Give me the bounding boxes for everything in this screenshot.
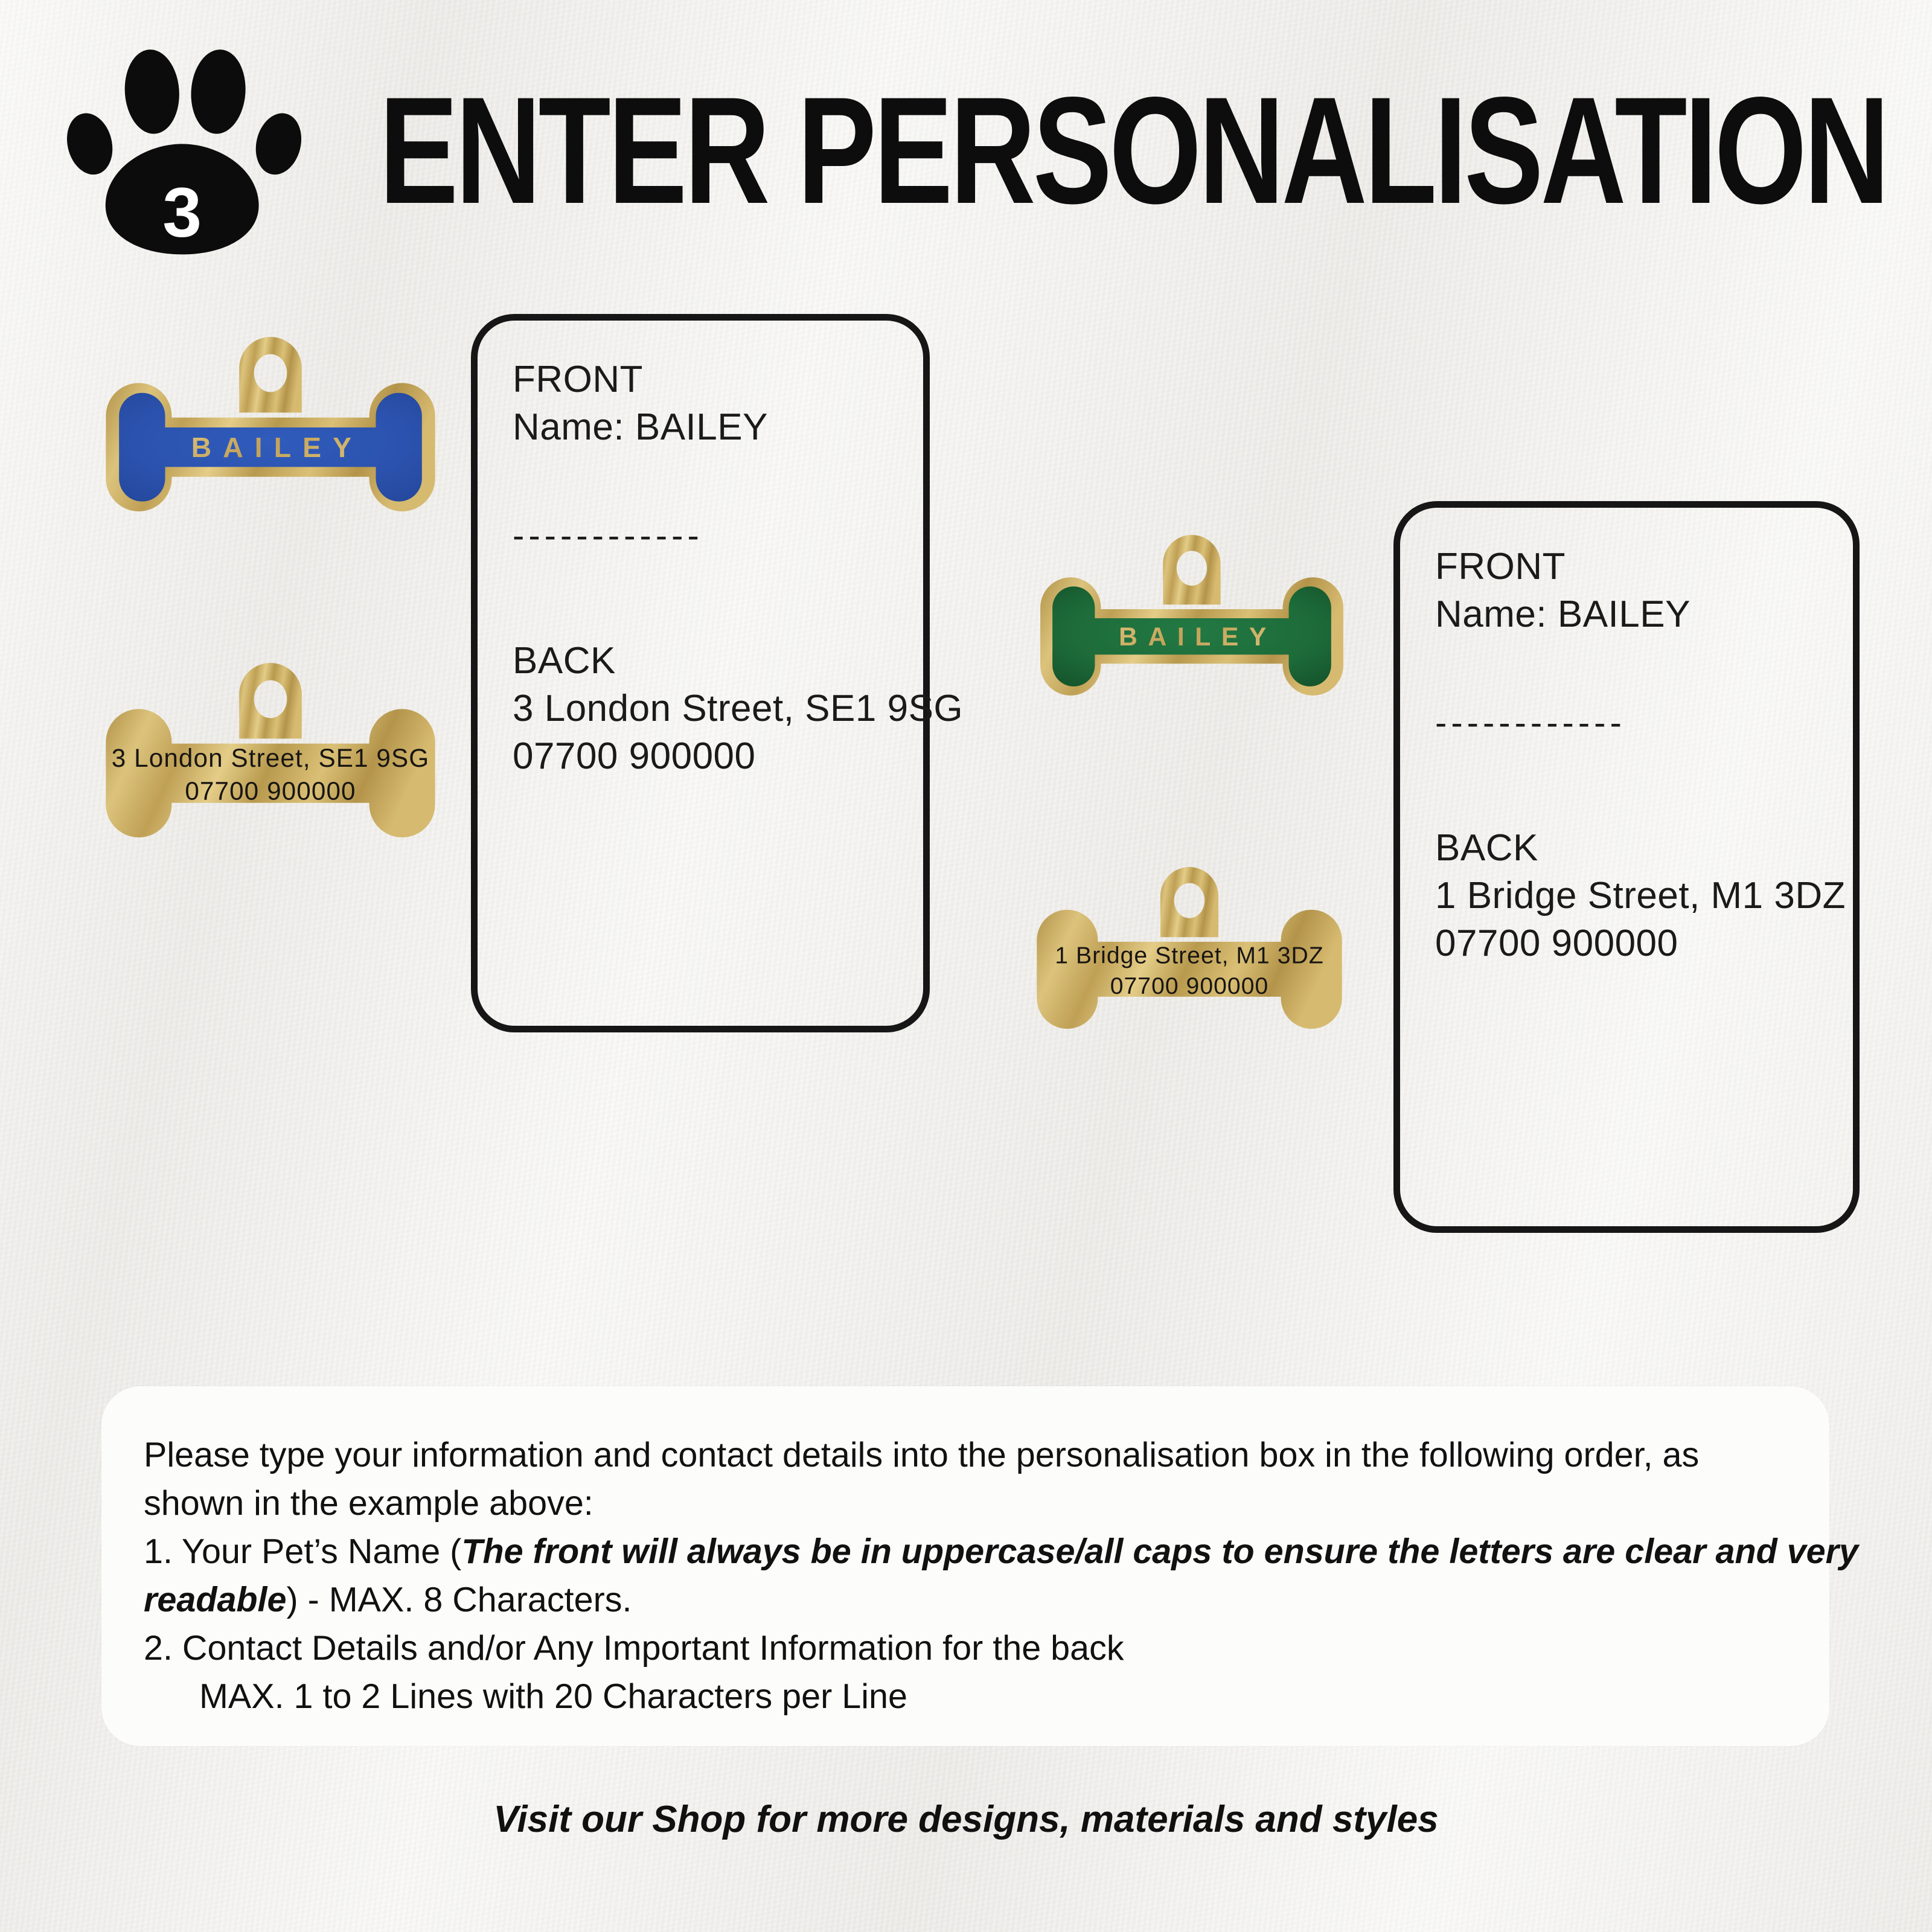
tag-pet-name: BAILEY <box>191 432 363 464</box>
instruction-line-3-prefix: 1. Your Pet’s Name ( <box>144 1532 462 1571</box>
back-phone: 07700 900000 <box>513 735 756 777</box>
instruction-line-5: 2. Contact Details and/or Any Important Information for the back <box>144 1629 1124 1668</box>
personalisation-example-box-left <box>471 314 964 1032</box>
tag-back-address: 1 Bridge Street, M1 3DZ <box>1055 942 1324 969</box>
instruction-line-1: Please type your information and contact details into the personalisation box in the following order, as <box>144 1436 1700 1474</box>
instruction-line-3-emphasis: The front will always be in uppercase/all caps to ensure the letters are clear and very <box>461 1532 1859 1571</box>
step-number: 3 <box>162 173 202 252</box>
back-address: 1 Bridge Street, M1 3DZ <box>1435 875 1846 916</box>
bone-tag-green-front <box>1025 535 1358 696</box>
tag-back-address: 3 London Street, SE1 9SG <box>111 743 430 772</box>
back-block <box>513 637 964 780</box>
back-label: BACK <box>513 640 616 682</box>
paw-step-icon <box>63 43 305 264</box>
front-label: FRONT <box>1435 546 1566 587</box>
footer-note: Visit our Shop for more designs, materials and styles <box>493 1799 1439 1840</box>
paw-toe-outer-left <box>63 108 119 179</box>
instruction-line-6: MAX. 1 to 2 Lines with 20 Characters per Line <box>199 1677 907 1716</box>
divider-dashes: ------------ <box>1435 703 1626 743</box>
bone-tag-blue-front <box>89 337 452 511</box>
back-phone: 07700 900000 <box>1435 923 1678 964</box>
back-address: 3 London Street, SE1 9SG <box>513 688 964 729</box>
instruction-line-3 <box>144 1527 1859 1576</box>
instructions-panel <box>101 1386 1859 1746</box>
back-label: BACK <box>1435 827 1538 869</box>
paw-toe-inner-left <box>122 48 182 136</box>
bone-tag-gold-back-left <box>89 663 452 837</box>
instruction-line-4-emphasis: readable <box>144 1581 287 1619</box>
paw-toe-outer-right <box>249 108 305 179</box>
bone-tag-gold-back-right <box>1022 867 1357 1029</box>
front-name: Name: BAILEY <box>1435 593 1690 635</box>
instruction-line-4 <box>144 1576 1791 1624</box>
tag-back-phone: 07700 900000 <box>185 776 356 805</box>
instruction-line-2: shown in the example above: <box>144 1484 593 1523</box>
tag-pet-name: BAILEY <box>1119 622 1277 652</box>
instruction-line-4-suffix: ) - MAX. 8 Characters. <box>286 1581 632 1619</box>
paw-toe-inner-right <box>188 48 248 136</box>
page-title: ENTER PERSONALISATION <box>379 66 1887 235</box>
tag-back-phone: 07700 900000 <box>1110 973 1269 999</box>
front-label: FRONT <box>513 359 644 400</box>
divider-dashes: ------------ <box>513 516 703 555</box>
front-name: Name: BAILEY <box>513 406 768 448</box>
back-block <box>1435 824 1846 967</box>
personalisation-example-box-right <box>1393 501 1860 1233</box>
